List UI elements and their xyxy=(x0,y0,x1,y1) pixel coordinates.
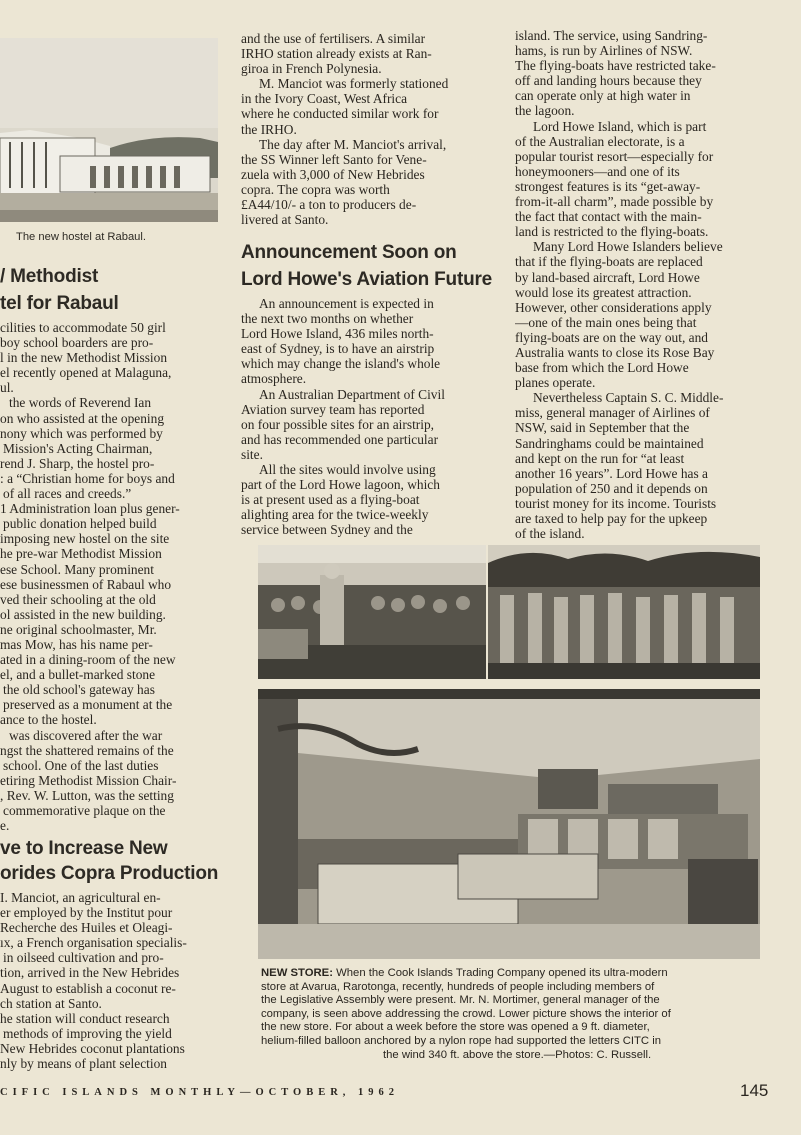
store-interior-photo xyxy=(258,689,760,959)
text-line: base from which the Lord Howe xyxy=(515,360,689,376)
store-caption-line1 xyxy=(261,967,763,981)
methodist-headline-line2: tel for Rabaul xyxy=(0,293,119,314)
text-line: on who assisted at the opening xyxy=(0,410,165,426)
text-line: service between Sydney and the xyxy=(241,522,413,538)
left-column-text-2 xyxy=(0,890,224,1071)
text-line: New Hebrides coconut plantations xyxy=(0,1040,185,1056)
text-line: ul. xyxy=(0,380,14,396)
text-line: the lagoon. xyxy=(515,103,575,119)
page-number: 145 xyxy=(740,1081,769,1100)
text-line: in oilseed cultivation and pro- xyxy=(3,950,164,966)
middle-column-text xyxy=(241,31,493,227)
text-line: An Australian Department of Civil xyxy=(259,386,445,402)
text-line: etiring Methodist Mission Chair- xyxy=(0,772,177,788)
text-line: Recherche des Huiles et Oleagi- xyxy=(0,920,173,936)
text-line: that if the flying-boats are replaced xyxy=(515,254,703,270)
running-footer: CIFIC ISLANDS MONTHLY—OCTOBER, 1962 xyxy=(0,1087,400,1098)
text-line: When the Cook Islands Trading Company opened its ultra-modern xyxy=(332,967,668,979)
copra-headline-line2: orides Copra Production xyxy=(0,863,219,884)
text-line: of the island. xyxy=(515,526,585,542)
text-line: preserved as a monument at the xyxy=(3,697,173,713)
text-line: ıx, a French organisation specialis- xyxy=(0,935,187,951)
text-line: methods of improving the yield xyxy=(3,1025,172,1041)
text-line: he station will conduct research xyxy=(0,1010,170,1026)
text-line: helium-filled balloon anchored by a nylon rope had supported the letters CITC in xyxy=(261,1034,662,1047)
text-line: , Rev. W. Lutton, was the setting xyxy=(0,787,174,803)
text-line: giroa in French Polynesia. xyxy=(241,61,382,77)
methodist-headline-line1: / Methodist xyxy=(0,266,99,287)
text-line: in the Ivory Coast, West Africa xyxy=(241,91,408,107)
text-line: nly by means of plant selection xyxy=(0,1056,167,1072)
text-line: ch station at Santo. xyxy=(0,995,102,1011)
text-line: the wind 340 ft. above the store.—Photos: C. Russell. xyxy=(383,1048,652,1061)
text-line: mas Mow, has his name per- xyxy=(0,636,153,652)
text-line: from-it-all charm”, made possible by xyxy=(515,194,714,210)
text-line: tion, arrived in the New Hebrides xyxy=(0,965,180,981)
hostel-photo xyxy=(0,38,218,222)
text-line: of all races and creeds.” xyxy=(3,486,132,502)
text-line: copra. The copra was worth xyxy=(241,181,390,197)
text-line: ol assisted in the new building. xyxy=(0,606,166,622)
text-line: August to establish a coconut re- xyxy=(0,980,176,996)
text-line: commemorative plaque on the xyxy=(3,803,166,818)
text-line: IRHO station already exists at Ran- xyxy=(241,46,432,62)
right-column-text xyxy=(515,28,769,541)
text-line: and the use of fertilisers. A similar xyxy=(241,31,426,46)
text-line: Many Lord Howe Islanders believe xyxy=(533,239,723,255)
text-line: store at Avarua, Rarotonga, recently, hundreds of people including members of xyxy=(261,980,655,993)
text-line: honeymooners—and one of its xyxy=(515,163,680,179)
text-line: Aviation survey team has reported xyxy=(241,401,425,417)
store-caption xyxy=(261,967,763,1062)
text-line: ese School. Many prominent xyxy=(0,561,154,577)
text-line: : a “Christian home for boys and xyxy=(0,470,175,486)
left-column-text xyxy=(0,320,224,833)
text-line: e. xyxy=(0,818,10,834)
text-line: he pre-war Methodist Mission xyxy=(0,546,162,562)
hostel-caption: The new hostel at Rabaul. xyxy=(16,231,146,243)
text-line: east of Sydney, is to have an airstrip xyxy=(241,341,435,357)
middle-column-text-2 xyxy=(241,296,493,538)
text-line: nony which was performed by xyxy=(0,425,163,441)
text-line: el, and a bullet-marked stone xyxy=(0,667,156,683)
text-line: popular tourist resort—especially for xyxy=(515,148,714,164)
text-line: the words of Reverend Ian xyxy=(9,395,152,411)
lord-howe-headline-line2: Lord Howe's Aviation Future xyxy=(241,269,493,290)
text-line: on four possible sites for an airstrip, xyxy=(241,416,435,432)
text-line: the new store. For about a week before the store was opened a 9 ft. diameter, xyxy=(261,1021,650,1034)
text-line: school. One of the last duties xyxy=(3,757,159,773)
text-line: Australia wants to close its Rose Bay xyxy=(515,344,715,360)
text-line: l in the new Methodist Mission xyxy=(0,350,168,366)
copra-headline-line1: ve to Increase New xyxy=(0,838,168,859)
text-line: An announcement is expected in xyxy=(259,296,434,311)
text-line: M. Manciot was formerly stationed xyxy=(259,76,449,92)
text-line: atmosphere. xyxy=(241,371,307,387)
text-line: Sandringhams could be maintained xyxy=(515,435,704,451)
text-line: off and landing hours because they xyxy=(515,73,702,89)
text-line: the fact that contact with the main- xyxy=(515,209,702,225)
text-line: and has recommended one particular xyxy=(241,431,439,447)
text-line: where he conducted similar work for xyxy=(241,106,439,122)
text-line: ance to the hostel. xyxy=(0,712,97,728)
text-line: Lord Howe Island, 436 miles north- xyxy=(241,326,434,342)
text-line: the SS Winner left Santo for Vene- xyxy=(241,151,427,167)
text-line: zuela with 3,000 of New Hebrides xyxy=(241,166,425,182)
text-line: el recently opened at Malaguna, xyxy=(0,365,172,381)
crowd-photo-gathering xyxy=(488,545,760,679)
text-line: are taxed to help pay for the upkeep xyxy=(515,511,708,526)
text-line: by land-based aircraft, Lord Howe xyxy=(515,269,700,285)
text-line: 1 Administration loan plus gener- xyxy=(0,501,180,517)
text-line: I. Manciot, an agricultural en- xyxy=(0,890,161,905)
text-line: ese businessmen of Rabaul who xyxy=(0,576,172,592)
text-line: hams, is run by Airlines of NSW. xyxy=(515,43,693,59)
text-line: company, is seen above addressing the crowd. Lower picture shows the interior of xyxy=(261,1007,671,1020)
text-line: imposing new hostel on the site xyxy=(0,531,170,547)
text-line: Nevertheless Captain S. C. Middle- xyxy=(533,390,724,406)
text-line: site. xyxy=(241,446,263,462)
text-line: miss, general manager of Airlines of xyxy=(515,405,710,421)
text-line: part of the Lord Howe lagoon, which xyxy=(241,477,440,493)
text-line: the next two months on whether xyxy=(241,311,414,327)
store-caption-label: NEW STORE: xyxy=(261,967,333,979)
text-line: island. The service, using Sandring- xyxy=(515,28,708,43)
text-line: ved their schooling at the old xyxy=(0,591,156,607)
text-line: can operate only at high water in xyxy=(515,88,691,104)
text-line: the old school's gateway has xyxy=(3,682,155,698)
text-line: rend J. Sharp, the hostel pro- xyxy=(0,455,155,471)
text-line: public donation helped build xyxy=(3,516,157,532)
text-line: cilities to accommodate 50 girl xyxy=(0,320,166,335)
text-line: er employed by the Institut pour xyxy=(0,905,173,921)
text-line: was discovered after the war xyxy=(9,727,163,743)
text-line: tourist money for its income. Tourists xyxy=(515,495,717,511)
crowd-photo-speaker xyxy=(258,545,486,679)
text-line: would lose its greatest attraction. xyxy=(515,284,692,300)
text-line: land is restricted to the flying-boats. xyxy=(515,224,709,240)
text-line: alighting area for the twice-weekly xyxy=(241,507,429,523)
text-line: and kept on the run for “at least xyxy=(515,450,685,466)
text-line: another 16 years”. Lord Howe has a xyxy=(515,465,708,481)
text-line: livered at Santo. xyxy=(241,212,329,228)
text-line: Mission's Acting Chairman, xyxy=(3,440,153,456)
text-line: The day after M. Manciot's arrival, xyxy=(259,136,447,152)
text-line: NSW, said in September that the xyxy=(515,420,690,436)
text-line: ated in a dining-room of the new xyxy=(0,652,176,668)
text-line: the Legislative Assembly were present. Mr. N. Mortimer, general manager of the xyxy=(261,994,660,1007)
text-line: boy school boarders are pro- xyxy=(0,335,154,351)
text-line: ngst the shattered remains of the xyxy=(0,742,174,758)
text-line: ne original schoolmaster, Mr. xyxy=(0,621,157,637)
lord-howe-headline-line1: Announcement Soon on xyxy=(241,242,457,263)
text-line: The flying-boats have restricted take- xyxy=(515,58,716,74)
text-line: which may change the island's whole xyxy=(241,356,441,372)
text-line: £A44/10/- a ton to producers de- xyxy=(241,197,417,213)
text-line: the IRHO. xyxy=(241,121,297,137)
text-line: However, other considerations apply xyxy=(515,299,712,315)
text-line: Lord Howe Island, which is part xyxy=(533,118,707,134)
text-line: is at present used as a flying-boat xyxy=(241,492,420,508)
text-line: flying-boats are on the way out, and xyxy=(515,329,708,345)
text-line: population of 250 and it depends on xyxy=(515,480,708,496)
text-line: —one of the main ones being that xyxy=(515,314,697,330)
text-line: strongest features is its “get-away- xyxy=(515,178,701,194)
text-line: of the Australian electorate, is a xyxy=(515,133,685,149)
text-line: All the sites would involve using xyxy=(259,462,436,478)
text-line: planes operate. xyxy=(515,375,596,391)
